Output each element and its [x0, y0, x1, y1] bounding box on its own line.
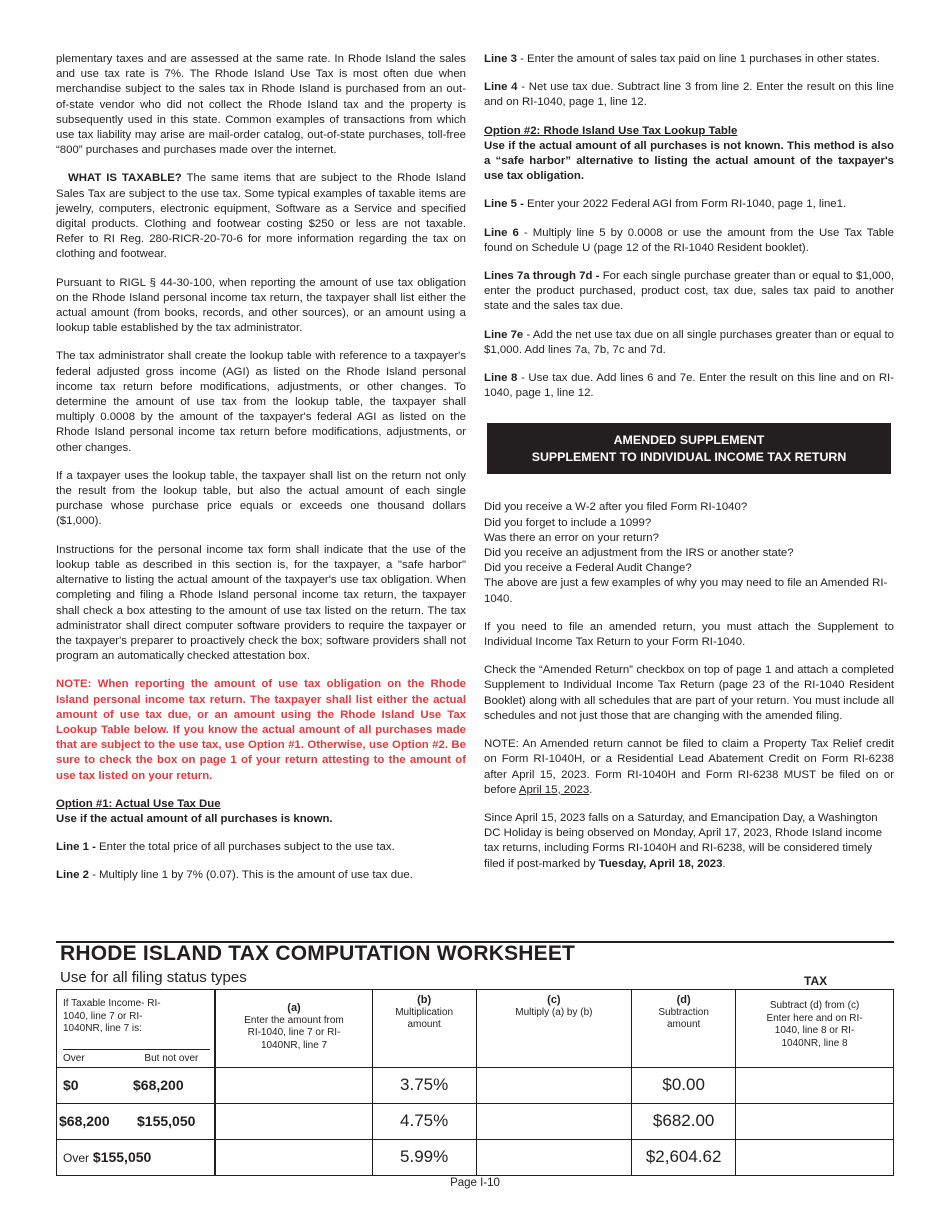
question-adjustment: Did you receive an adjustment from the IRS or another state?: [484, 547, 794, 560]
what-is-taxable-heading: WHAT IS TAXABLE?: [68, 172, 182, 185]
range-subheader: [63, 1049, 210, 1068]
table-header-row: [57, 990, 894, 1068]
taxable-income-header-text: If Taxable Income- RI-1040, line 7 or RI-1040NR, line 7 is:: [63, 998, 161, 1034]
income-range: [57, 1140, 216, 1176]
tax-column-header: [736, 990, 894, 1068]
subtraction-amount: $2,604.62: [632, 1140, 736, 1176]
safe-harbor-paragraph: Instructions for the personal income tax form shall indicate that the use of the lookup table as described in this section is, for the taxpayer, a "safe harbor" alternative to listing the actual amount of the taxpayer's use tax obligation. When completing and filing a Rhode Island personal income tax return, the taxpayer shall check a box attesting to the amount of use tax listed on the return. The tax administrator shall direct computer software providers to require the taxpayer or the taxpayer's preparer to proactively check the box; software providers shall not program an automatically checked attestation box.: [56, 543, 466, 663]
line6-text: - Multiply line 5 by 0.0008 or use the amount from the Use Tax Table found on Schedule U (page 12 of the RI-1040 Resident booklet).: [484, 226, 894, 254]
line1-text: Enter the total price of all purchases subject to the use tax.: [99, 841, 395, 854]
holiday-end: .: [722, 857, 726, 870]
income-range: [57, 1104, 216, 1140]
line7e-text: - Add the net use tax due on all single purchases greater than or equal to $1,000. Add lines 7a, 7b, 7c and 7d.: [484, 328, 895, 356]
range-not-over: $68,200: [133, 1077, 184, 1094]
lookup-table-paragraph: The tax administrator shall create the lookup table with reference to a taxpayer's federal adjusted gross income (AGI) as listed on the Rhode Island personal income tax return before modifications, adjustments, or other changes. To determine the amount of use tax from the lookup table, the taxpayer shall multiply 0.0008 by the amount of the taxpayer's federal AGI as listed on the Rhode Island personal income tax return before modifications, adjustments, or other changes.: [56, 350, 466, 454]
income-range: [57, 1068, 216, 1104]
deadline-date: April 15, 2023: [518, 783, 590, 796]
line4-instruction: [484, 80, 894, 110]
holiday-text: Since April 15, 2023 falls on a Saturday, and Emancipation Day, a Washington DC Holiday is being observed on Monday, April 17, 2023, Rhode Island income tax returns, including Forms RI-1040H and RI-6238, will be considered timely filed if post-marked by: [484, 811, 883, 870]
what-is-taxable: [56, 171, 466, 262]
worksheet-subtitle: Use for all filing status types: [60, 969, 247, 986]
question-1099: Did you forget to include a 1099?: [484, 516, 652, 529]
option2-subtitle: [484, 139, 894, 185]
line4-label: Line 4: [484, 81, 518, 94]
range-over: $155,050: [92, 1148, 152, 1165]
examples-statement: The above are just a few examples of why you may need to file an Amended RI-1040.: [484, 577, 888, 605]
amended-note-text: NOTE: An Amended return cannot be filed to claim a Property Tax Relief credit on Form RI-1040H, or a Residential Lead Abatement Credit on Form RI-6238 after April 15, 2023. Form RI-1040H and Form RI-6238 MUST be filed on or before: [484, 738, 894, 796]
line7-label: Lines 7a through 7d -: [484, 270, 600, 283]
line2-instruction: [56, 868, 466, 883]
line8-instruction: [484, 371, 894, 401]
line2-label: Line 2: [56, 869, 89, 882]
tax-computation-table: [56, 989, 894, 1176]
line6-instruction: [484, 226, 894, 256]
multiplication-rate: 3.75%: [372, 1068, 476, 1104]
column-a-letter: (a): [287, 1002, 301, 1014]
line3-text: - Enter the amount of sales tax paid on line 1 purchases in other states.: [520, 53, 880, 65]
line4-text: - Net use tax due. Subtract line 3 from line 2. Enter the result on this line and on RI-1040, page 1, line 12.: [484, 81, 894, 109]
line2-text: - Multiply line 1 by 7% (0.07). This is the amount of use tax due.: [92, 869, 413, 882]
amount-a-field[interactable]: [215, 1140, 372, 1176]
tax-column-label: TAX: [804, 974, 828, 988]
banner-line-2: SUPPLEMENT TO INDIVIDUAL INCOME TAX RETURN: [531, 450, 847, 465]
line6-label: Line 6: [484, 226, 519, 239]
postmark-date: Tuesday, April 18, 2023: [598, 857, 723, 870]
line5-instruction: [484, 197, 894, 212]
holiday-paragraph: [484, 811, 894, 872]
amended-questions: [484, 500, 894, 606]
column-d-text: Subtraction amount: [658, 1006, 709, 1030]
range-over: $68,200: [59, 1113, 110, 1130]
use-tax-intro: plementary taxes and are assessed at the same rate. In Rhode Island the sales and use tax rate is 7%. The Rhode Island Use Tax is most often due when merchandise subject to the sales tax in Rhode Island is purchased from an out-of-state vendor who did not collect the Rhode Island tax and the property is subsequently used in this state. Common examples of transactions from which use tax liability may arise are mail-order catalog, out-of-state purchases, toll-free “800” purchases and purchases made over the internet.: [56, 53, 466, 157]
column-a-text: Enter the amount from RI-1040, line 7 or RI-1040NR, line 7: [244, 1014, 344, 1051]
column-d-letter: (d): [676, 994, 691, 1006]
range-over: $0: [63, 1077, 79, 1094]
lookup-single-purchase-paragraph: If a taxpayer uses the lookup table, the taxpayer shall list on the return not only the result from the lookup table, but also the actual amount of each single purchase whose purchase price equals or exceeds one thousand dollars ($1,000).: [56, 469, 466, 528]
option2-title: [484, 124, 894, 139]
tax-field[interactable]: [736, 1068, 894, 1104]
line3-instruction: [484, 52, 894, 67]
line5-label: Line 5 -: [484, 198, 524, 211]
line7e-label: Line 7e: [484, 328, 524, 341]
question-audit: Did you receive a Federal Audit Change?: [484, 562, 692, 575]
product-c-field[interactable]: [476, 1104, 632, 1140]
but-not-over-subheader: But not over: [144, 1052, 199, 1064]
column-d-header: [632, 990, 736, 1068]
subtraction-amount: $0.00: [632, 1068, 736, 1104]
table-row: [57, 1104, 894, 1140]
line1-instruction: [56, 840, 466, 855]
option2-title-text: Option #2: Rhode Island Use Tax Lookup Table: [484, 124, 738, 137]
rigl-paragraph: Pursuant to RIGL § 44-30-100, when reporting the amount of use tax obligation on the Rhode Island personal income tax return, the taxpayer shall list either the actual amount (from books, records, and other sources), or an amount using a lookup table established by the tax administrator.: [56, 276, 466, 335]
range-over-prefix: Over: [63, 1150, 90, 1165]
table-row: [57, 1068, 894, 1104]
line3-label: Line 3: [484, 53, 517, 65]
option2-subtitle-text: Use if the actual amount of all purchases is not known. This method is also a “safe harbor” alternative to listing the actual amount of the taxpayer's use tax obligation.: [484, 139, 894, 183]
multiplication-rate: 5.99%: [372, 1140, 476, 1176]
over-subheader: Over: [63, 1052, 85, 1064]
line1-label: Line 1 -: [56, 841, 96, 854]
column-a-header: [215, 990, 372, 1068]
table-row: [57, 1140, 894, 1176]
subtraction-amount: $682.00: [632, 1104, 736, 1140]
multiplication-rate: 4.75%: [372, 1104, 476, 1140]
amount-a-field[interactable]: [215, 1104, 372, 1140]
attach-supplement-paragraph: If you need to file an amended return, you must attach the Supplement to Individual Income Tax Return to your Form RI-1040.: [484, 620, 894, 649]
column-b-header: [372, 990, 476, 1068]
column-c-text: Multiply (a) by (b): [515, 1006, 593, 1018]
what-is-taxable-text: The same items that are subject to the Rhode Island Sales Tax are subject to the use tax. Some typical examples of taxable items are jewelry, computers, electronic equipment, Software as a Service and specified digital products. Clothing and footwear costing $250 or less are not taxable. Refer to RI Reg. 280-RICR-20-70-6 for more information regarding the tax on clothing and footwear.: [56, 172, 466, 261]
tax-column-text: Subtract (d) from (c) Enter here and on RI-1040, line 8 or RI-1040NR, line 8: [766, 1000, 863, 1049]
option1-subtitle: [56, 812, 466, 827]
banner-line-1: AMENDED SUPPLEMENT: [613, 433, 765, 448]
question-w2: Did you receive a W-2 after you filed Form RI-1040?: [484, 501, 748, 514]
worksheet-title: RHODE ISLAND TAX COMPUTATION WORKSHEET: [60, 942, 576, 965]
amount-a-field[interactable]: [215, 1068, 372, 1104]
line7e-instruction: [484, 328, 894, 358]
line7-instruction: [484, 269, 894, 315]
left-column: [56, 52, 466, 897]
option1-title-text: Option #1: Actual Use Tax Due: [56, 797, 221, 810]
tax-field[interactable]: [736, 1104, 894, 1140]
right-column: [484, 52, 894, 885]
column-c-header: [476, 990, 632, 1068]
question-error: Was there an error on your return?: [484, 531, 659, 544]
line5-text: Enter your 2022 Federal AGI from Form RI-1040, page 1, line1.: [527, 198, 847, 211]
option1-title: [56, 797, 466, 812]
column-b-text: Multiplication amount: [395, 1006, 454, 1030]
page-number: Page I-10: [450, 1177, 500, 1189]
product-c-field[interactable]: [476, 1068, 632, 1104]
option1-subtitle-text: Use if the actual amount of all purchases is known.: [56, 812, 333, 825]
amended-note: [484, 737, 894, 798]
column-c-letter: (c): [547, 994, 561, 1006]
line8-text: - Use tax due. Add lines 6 and 7e. Enter the result on this line and on RI-1040, page 1, line 12.: [484, 372, 894, 400]
range-not-over: $155,050: [137, 1113, 196, 1130]
product-c-field[interactable]: [476, 1140, 632, 1176]
amended-checkbox-paragraph: Check the “Amended Return” checkbox on top of page 1 and attach a completed Supplement to Individual Income Tax Return (page 23 of the RI-1040 Resident Booklet) along with all schedules that are part of your return. You must include all schedules and not just those that are changing with the amended filing.: [484, 664, 894, 722]
column-b-letter: (b): [417, 994, 432, 1006]
amended-supplement-banner: [487, 423, 891, 474]
line8-label: Line 8: [484, 372, 518, 385]
taxable-income-header: [57, 990, 216, 1068]
red-note: NOTE: When reporting the amount of use tax obligation on the Rhode Island personal income tax return. The taxpayer shall list either the actual amount of use tax due, or an amount using the Rhode Island Use Tax Lookup Table below. If you know the actual amount of all purchases made that are subject to the use tax, use Option #1. Otherwise, use Option #2. Be sure to check the box on page 1 of your return attesting to the amount of use tax listed on your return.: [56, 678, 466, 782]
tax-field[interactable]: [736, 1140, 894, 1176]
amended-note-end: .: [589, 783, 593, 796]
line7-text: For each single purchase greater than or equal to $1,000, enter the product purchased, product cost, tax due, sales tax paid to another state and the sales tax due.: [484, 270, 895, 313]
